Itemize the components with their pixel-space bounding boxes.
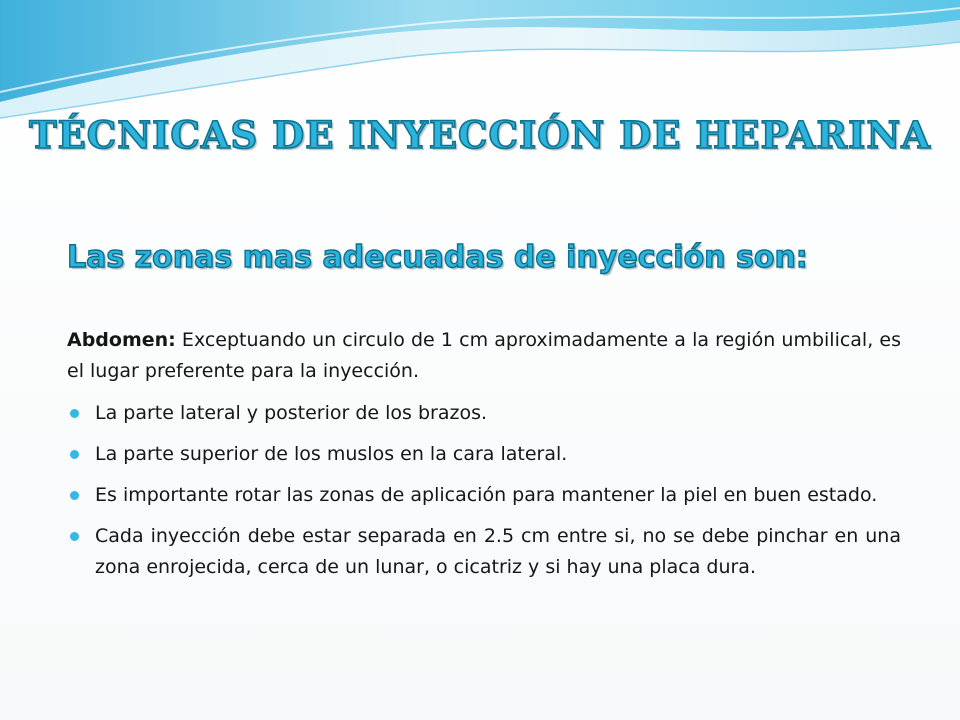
bullet-icon	[70, 409, 79, 418]
bullet-icon	[70, 450, 79, 459]
list-item	[67, 398, 901, 429]
slide-subtitle: Las zonas mas adecuadas de inyección son:	[67, 240, 808, 275]
intro-label: Abdomen:	[67, 329, 176, 351]
list-item	[67, 439, 901, 470]
list-item-text: Es importante rotar las zonas de aplicación para mantener la piel en buen estado.	[95, 484, 878, 506]
intro-text: Exceptuando un circulo de 1 cm aproximadamente a la región umbilical, es el lugar preferente para la inyección.	[67, 329, 901, 382]
list-item-text: La parte lateral y posterior de los brazos.	[95, 402, 488, 424]
list-item-text: La parte superior de los muslos en la cara lateral.	[95, 443, 568, 465]
bullet-list	[67, 398, 901, 593]
list-item	[67, 480, 901, 511]
list-item-text: Cada inyección debe estar separada en 2.5 cm entre si, no se debe pinchar en una zona enrojecida, cerca de un lunar, o cicatriz y si hay una placa dura.	[95, 525, 901, 578]
bullet-icon	[70, 491, 79, 500]
intro-paragraph	[67, 325, 901, 387]
slide-title: TÉCNICAS DE INYECCIÓN DE HEPARINA	[29, 113, 931, 157]
bullet-icon	[70, 532, 79, 541]
list-item	[67, 521, 901, 583]
